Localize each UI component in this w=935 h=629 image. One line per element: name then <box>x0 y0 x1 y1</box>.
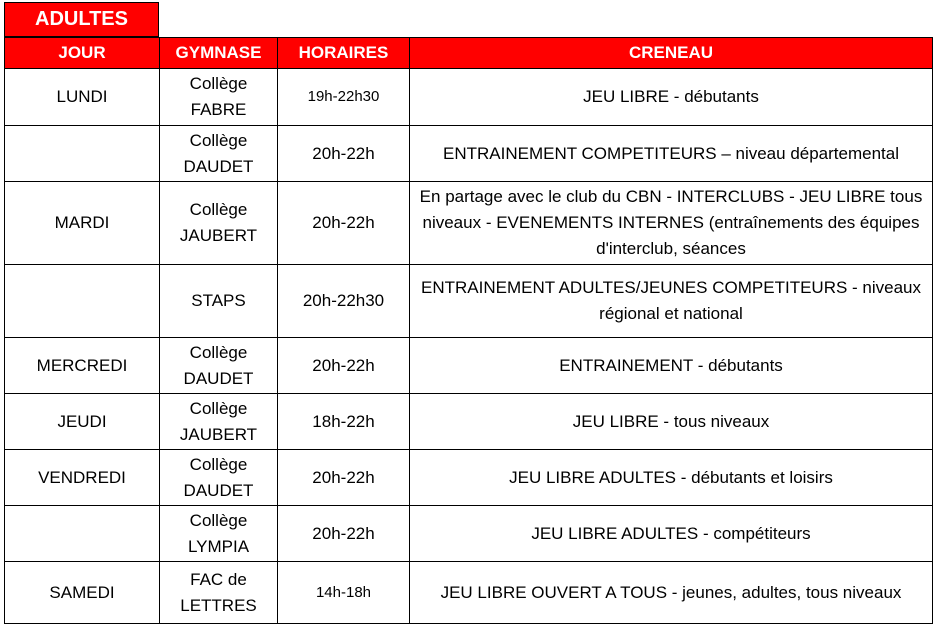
cell-gymnase: FAC de LETTRES <box>160 562 278 624</box>
table-row <box>5 506 933 562</box>
cell-horaires: 14h-18h <box>278 562 410 624</box>
cell-gymnase: Collège JAUBERT <box>160 394 278 450</box>
header-gymnase: GYMNASE <box>160 38 278 69</box>
header-row <box>5 38 933 69</box>
cell-gymnase: Collège JAUBERT <box>160 182 278 265</box>
header-horaires: HORAIRES <box>278 38 410 69</box>
schedule-table <box>4 37 933 624</box>
table-row <box>5 126 933 182</box>
cell-jour: SAMEDI <box>5 562 160 624</box>
cell-gymnase: Collège DAUDET <box>160 450 278 506</box>
cell-horaires: 20h-22h <box>278 126 410 182</box>
cell-gymnase: STAPS <box>160 265 278 338</box>
cell-horaires: 20h-22h <box>278 450 410 506</box>
cell-horaires: 20h-22h <box>278 338 410 394</box>
table-row <box>5 562 933 624</box>
cell-gymnase: Collège FABRE <box>160 69 278 126</box>
cell-creneau-wrap <box>410 182 933 265</box>
table-row <box>5 182 933 265</box>
header-creneau: CRENEAU <box>410 38 933 69</box>
table-row <box>5 394 933 450</box>
cell-creneau: JEU LIBRE - tous niveaux <box>410 394 933 450</box>
table-row <box>5 450 933 506</box>
cell-creneau: JEU LIBRE - débutants <box>410 69 933 126</box>
table-row <box>5 265 933 338</box>
cell-creneau: ENTRAINEMENT ADULTES/JEUNES COMPETITEURS - niveaux régional et national <box>410 265 933 338</box>
cell-jour: JEUDI <box>5 394 160 450</box>
cell-jour: MARDI <box>5 182 160 265</box>
cell-creneau: ENTRAINEMENT - débutants <box>410 338 933 394</box>
cell-horaires: 20h-22h <box>278 506 410 562</box>
cell-gymnase: Collège LYMPIA <box>160 506 278 562</box>
cell-creneau: JEU LIBRE ADULTES - débutants et loisirs <box>410 450 933 506</box>
cell-jour: LUNDI <box>5 69 160 126</box>
cell-jour <box>5 126 160 182</box>
table-row <box>5 338 933 394</box>
cell-creneau: JEU LIBRE ADULTES - compétiteurs <box>410 506 933 562</box>
cell-horaires: 19h-22h30 <box>278 69 410 126</box>
cell-horaires: 20h-22h30 <box>278 265 410 338</box>
table-title: ADULTES <box>4 2 159 37</box>
cell-horaires: 20h-22h <box>278 182 410 265</box>
cell-horaires: 18h-22h <box>278 394 410 450</box>
cell-jour: VENDREDI <box>5 450 160 506</box>
table-row <box>5 69 933 126</box>
cell-gymnase: Collège DAUDET <box>160 126 278 182</box>
cell-jour <box>5 265 160 338</box>
cell-gymnase: Collège DAUDET <box>160 338 278 394</box>
cell-jour <box>5 506 160 562</box>
cell-jour: MERCREDI <box>5 338 160 394</box>
cell-creneau: JEU LIBRE OUVERT A TOUS - jeunes, adultes, tous niveaux <box>410 562 933 624</box>
cell-creneau: En partage avec le club du CBN - INTERCLUBS - JEU LIBRE tous niveaux - EVENEMENTS INTERNES (entraînements des équipes d'interclub, séances <box>419 187 923 258</box>
cell-creneau: ENTRAINEMENT COMPETITEURS – niveau départemental <box>410 126 933 182</box>
header-jour: JOUR <box>5 38 160 69</box>
